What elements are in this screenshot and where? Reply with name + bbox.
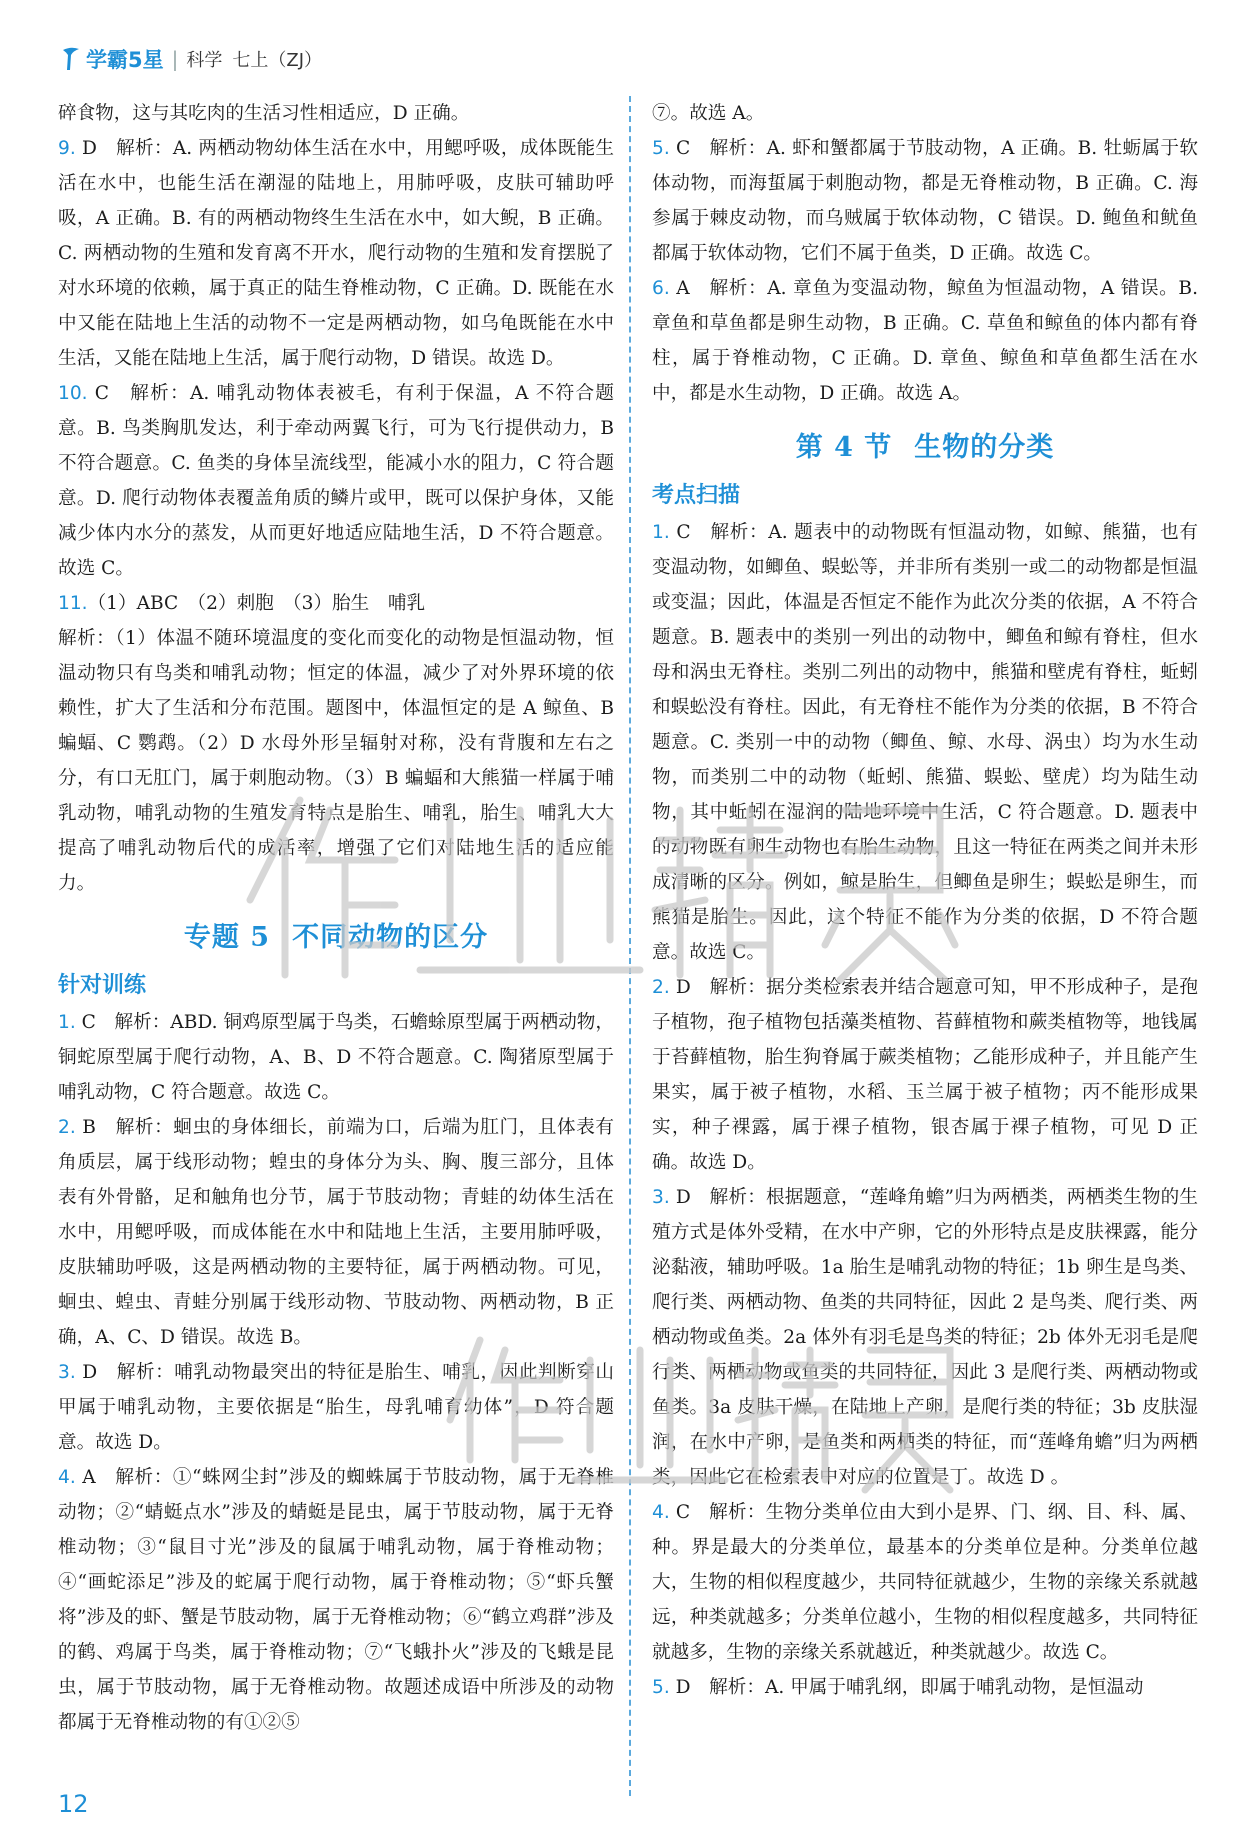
answer-number: 4. [58,1467,76,1488]
page-header [60,42,322,76]
answer-number: 6. [652,278,670,299]
answer-text: C 解析：生物分类单位由大到小是界、门、纲、目、科、属、种。界是最大的分类单位，最基本的分类单位是种。分类单位越大，生物的相似程度越少，共同特征就越少，生物的亲缘关系就越远，种类就越多；分类单位越小，生物的相似程度越多，共同特征就越多，生物的亲缘关系就越近，种类就越少。故选 C。 [652,1502,1198,1663]
answer-item [58,1355,614,1460]
answer-number: 11. [58,593,88,614]
answer-number: 1. [652,522,670,543]
answer-number: 5. [652,1677,670,1698]
paragraph: 碎食物，这与其吃肉的生活习性相适应，D 正确。 [58,103,470,124]
section-name: 不同动物的区分 [292,922,489,953]
answer-text: C 解析：A. 虾和蟹都属于节肢动物，A 正确。B. 牡蛎属于软体动物，而海蜇属于刺胞动物，都是无脊椎动物，B 正确。C. 海参属于棘皮动物，而乌贼属于软体动物，C 错误。D. 鲍鱼和鱿鱼都属于软体动物，它们不属于鱼类，D 正确。故选 C。 [652,138,1198,264]
answer-item [58,1460,614,1740]
answer-number: 1. [58,1012,76,1033]
answer-number: 10. [58,383,88,404]
answer-number: 3. [652,1187,670,1208]
answer-text: D 解析：A. 甲属于哺乳纲，即属于哺乳动物，是恒温动 [669,1677,1144,1698]
answer-item [58,586,614,621]
answer-number: 5. [652,138,670,159]
left-column [58,96,614,1740]
sub-heading: 针对训练 [58,973,147,998]
answer-number: 3. [58,1362,76,1383]
section-number: 专题 5 [183,922,271,953]
paragraph: ⑦。故选 A。 [652,103,765,124]
answer-item [652,1180,1198,1495]
section-number: 第 4 节 [795,432,893,463]
page-number: 12 [58,1790,89,1818]
column-divider [629,96,631,1796]
answer-text: C 解析：ABD. 铜鸡原型属于鸟类，石蟾蜍原型属于两栖动物，铜蛇原型属于爬行动物，A、B、D 不符合题意。C. 陶猪原型属于哺乳动物，C 符合题意。故选 C。 [58,1012,614,1103]
header-grade: 七上（ZJ） [232,50,323,71]
paragraph: 解析：（1）体温不随环境温度的变化而变化的动物是恒温动物，恒温动物只有鸟类和哺乳动物；恒定的体温，减少了对外界环境的依赖性，扩大了生活和分布范围。题图中，体温恒定的是 A 鲸鱼、B 蝙蝠、C 鹦鹉。（2）D 水母外形呈辐射对称，没有背腹和左右之分，有口无肛门，属于刺胞动物。（3）B 蝙蝠和大熊猫一样属于哺乳动物，哺乳动物的生殖发育特点是胎生、哺乳，胎生、哺乳大大提高了哺乳动物后代的成活率，增强了它们对陆地生活的适应能力。 [58,628,614,894]
answer-text: A 解析：①“蛛网尘封”涉及的蜘蛛属于节肢动物，属于无脊椎动物；②“蜻蜓点水”涉及的蜻蜓是昆虫，属于节肢动物，属于无脊椎动物；③“鼠目寸光”涉及的鼠属于哺乳动物，属于脊椎动物；④“画蛇添足”涉及的蛇属于爬行动物，属于脊椎动物；⑤“虾兵蟹将”涉及的虾、蟹是节肢动物，属于无脊椎动物；⑥“鹤立鸡群”涉及的鹤、鸡属于鸟类，属于脊椎动物；⑦“飞蛾扑火”涉及的飞蛾是昆虫，属于节肢动物，属于无脊椎动物。故题述成语中所涉及的动物都属于无脊椎动物的有①②⑤ [58,1467,614,1733]
answer-item [58,1110,614,1355]
answer-text: B 解析：蛔虫的身体细长，前端为口，后端为肛门，且体表有角质层，属于线形动物；蝗虫的身体分为头、胸、腹三部分，且体表有外骨骼，足和触角也分节，属于节肢动物；青蛙的幼体生活在水中，用鳃呼吸，而成体能在水中和陆地上生活，主要用肺呼吸，皮肤辅助呼吸，这是两栖动物的主要特征，属于两栖动物。可见，蛔虫、蝗虫、青蛙分别属于线形动物、节肢动物、两栖动物，B 正确，A、C、D 错误。故选 B。 [58,1117,614,1348]
answer-text: D 解析：哺乳动物最突出的特征是胎生、哺乳，因此判断穿山甲属于哺乳动物，主要依据是“胎生，母乳哺育幼体”，D 符合题意。故选 D。 [58,1362,614,1453]
answer-text: C 解析：A. 哺乳动物体表被毛，有利于保温，A 不符合题意。B. 鸟类胸肌发达，利于牵动两翼飞行，可为飞行提供动力，B 不符合题意。C. 鱼类的身体呈流线型，能减小水的阻力，C 符合题意。D. 爬行动物体表覆盖角质的鳞片或甲，既可以保护身体，又能减少体内水分的蒸发，从而更好地适应陆地生活，D 不符合题意。故选 C。 [58,383,614,579]
answer-number: 9. [58,138,76,159]
answer-number: 4. [652,1502,670,1523]
answer-text: D 解析：A. 两栖动物幼体生活在水中，用鳃呼吸，成体既能生活在水中，也能生活在潮湿的陆地上，用肺呼吸，皮肤可辅助呼吸，A 正确。B. 有的两栖动物终生生活在水中，如大鲵，B 正确。C. 两栖动物的生殖和发育离不开水，爬行动物的生殖和发育摆脱了对水环境的依赖，属于真正的陆生脊椎动物，C 正确。D. 既能在水中又能在陆地上生活的动物不一定是两栖动物，如乌龟既能在水中生活，又能在陆地上生活，属于爬行动物，D 错误。故选 D。 [58,138,614,369]
answer-item [652,131,1198,271]
section-title [652,425,1198,471]
answer-text: （1）ABC （2）刺胞 （3）胎生 哺乳 [87,593,426,614]
answer-number: 2. [652,977,670,998]
answer-item [652,271,1198,411]
answer-item [652,515,1198,970]
right-column [652,96,1198,1705]
brand-logo-icon [60,46,82,72]
header-subject: 科学 [186,50,223,71]
answer-item [58,1005,614,1110]
section-title [58,915,614,961]
answer-text: C 解析：A. 题表中的动物既有恒温动物，如鲸、熊猫，也有变温动物，如鲫鱼、蜈蚣等，并非所有类别一或二的动物都是恒温或变温；因此，体温是否恒定不能作为此次分类的依据，A 不符合题意。B. 题表中的类别一列出的动物中，鲫鱼和鲸有脊柱，但水母和涡虫无脊柱。类别二列出的动物中，熊猫和壁虎有脊柱，蚯蚓和蜈蚣没有脊柱。因此，有无脊柱不能作为分类的依据，B 不符合题意。C. 类别一中的动物（鲫鱼、鲸、水母、涡虫）均为水生动物，而类别二中的动物（蚯蚓、熊猫、蜈蚣、壁虎）均为陆生动物，其中蚯蚓在湿润的陆地环境中生活，C 符合题意。D. 题表中的动物既有卵生动物也有胎生动物，且这一特征在两类之间并未形成清晰的区分。例如，鲸是胎生，但鲫鱼是卵生；蜈蚣是卵生，而熊猫是胎生。因此，这个特征不能作为分类的依据，D 不符合题意。故选 C。 [652,522,1198,963]
answer-text: D 解析：据分类检索表并结合题意可知，甲不形成种子，是孢子植物，孢子植物包括藻类植物、苔藓植物和蕨类植物等，地钱属于苔藓植物，胎生狗脊属于蕨类植物；乙能形成种子，并且能产生果实，属于被子植物，水稻、玉兰属于被子植物；丙不能形成果实，种子裸露，属于裸子植物，银杏属于裸子植物，可见 D 正确。故选 D。 [652,977,1198,1173]
brand-name: 学霸5星 [86,48,164,72]
sub-heading: 考点扫描 [652,483,741,508]
answer-text: A 解析：A. 章鱼为变温动物，鲸鱼为恒温动物，A 错误。B. 章鱼和草鱼都是卵生动物，B 正确。C. 草鱼和鲸鱼的体内都有脊柱，属于脊椎动物，C 正确。D. 章鱼、鲸鱼和草鱼都生活在水中，都是水生动物，D 正确。故选 A。 [652,278,1198,404]
answer-item [652,1495,1198,1670]
answer-text: D 解析：根据题意，“莲峰角蟾”归为两栖类，两栖类生物的生殖方式是体外受精，在水中产卵，它的外形特点是皮肤裸露，能分泌黏液，辅助呼吸。1a 胎生是哺乳动物的特征；1b 卵生是鸟类、爬行类、两栖动物、鱼类的共同特征，因此 2 是鸟类、爬行类、两栖动物或鱼类。2a 体外有羽毛是鸟类的特征；2b 体外无羽毛是爬行类、两栖动物或鱼类的共同特征，因此 3 是爬行类、两栖动物或鱼类。3a 皮肤干燥，在陆地上产卵，是爬行类的特征；3b 皮肤湿润，在水中产卵，是鱼类和两栖类的特征，而“莲峰角蟾”归为两栖类，因此它在检索表中对应的位置是丁。故选 D 。 [652,1187,1198,1488]
header-separator: | [171,47,179,71]
answer-number: 2. [58,1117,76,1138]
answer-item [58,376,614,586]
answer-item [652,1670,1198,1705]
answer-item [652,970,1198,1180]
answer-item [58,131,614,376]
section-name: 生物的分类 [914,432,1055,463]
